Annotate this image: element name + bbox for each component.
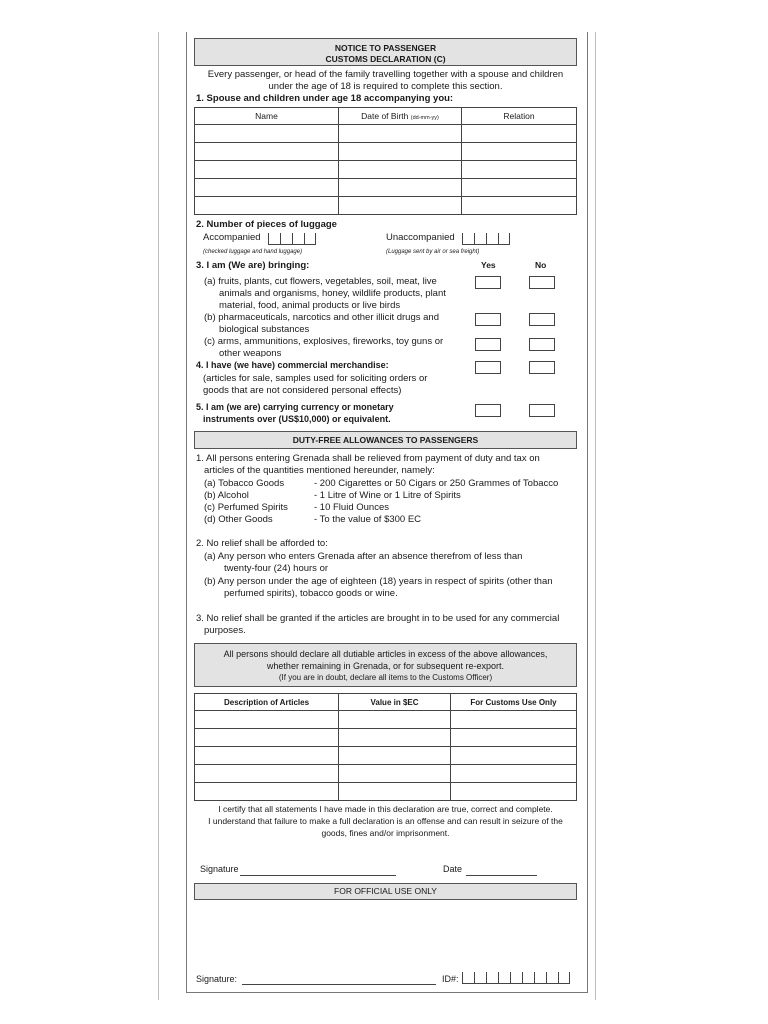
q3b-yes-checkbox[interactable]	[475, 313, 501, 326]
intro-line2: under the age of 18 is required to complete this section.	[268, 81, 503, 92]
value-cell[interactable]	[339, 783, 451, 801]
q3a-yes-checkbox[interactable]	[475, 276, 501, 289]
relation-cell[interactable]	[462, 143, 577, 161]
signature-line[interactable]	[240, 875, 396, 876]
relation-cell[interactable]	[462, 197, 577, 215]
q5-line1: 5. I am (we are) carrying currency or monetary	[196, 402, 394, 412]
q3b-no-checkbox[interactable]	[529, 313, 555, 326]
q3b-line1: (b) pharmaceuticals, narcotics and other illicit drugs and	[204, 312, 439, 323]
description-cell[interactable]	[195, 711, 339, 729]
table-row	[195, 143, 577, 161]
q2-title: 2. Number of pieces of luggage	[196, 219, 337, 230]
official-use-header: FOR OFFICIAL USE ONLY	[194, 883, 577, 900]
q4-line1: (articles for sale, samples used for soliciting orders or	[203, 373, 428, 384]
form-header-line1: NOTICE TO PASSENGER	[334, 43, 437, 53]
certify-line3: goods, fines and/or imprisonment.	[321, 828, 450, 838]
q4-yes-checkbox[interactable]	[475, 361, 501, 374]
q3a-line2: animals and organisms, honey, wildlife products, plant	[219, 288, 446, 299]
value-cell[interactable]	[339, 765, 451, 783]
table-row	[195, 179, 577, 197]
col-value-header: Value in $EC	[339, 694, 451, 711]
date-line[interactable]	[466, 875, 537, 876]
allowances-header: DUTY-FREE ALLOWANCES TO PASSENGERS	[194, 431, 577, 449]
col-dob-hint: (dd-mm-yy)	[410, 115, 439, 121]
official-signature-line[interactable]	[242, 984, 436, 985]
q4-no-checkbox[interactable]	[529, 361, 555, 374]
allowance-p2-a-line2: twenty-four (24) hours or	[224, 563, 329, 574]
dob-cell[interactable]	[339, 161, 462, 179]
declare-line2: whether remaining in Grenada, or for subsequent re-export.	[266, 661, 505, 671]
q3-title: 3. I am (We are) bringing:	[196, 260, 310, 271]
table-row	[195, 747, 577, 765]
description-cell[interactable]	[195, 783, 339, 801]
customs-cell	[451, 783, 577, 801]
declare-line3: (If you are in doubt, declare all items to the Customs Officer)	[278, 673, 493, 682]
col-relation-header: Relation	[462, 108, 577, 125]
q3c-line2: other weapons	[219, 348, 282, 357]
relation-cell[interactable]	[462, 179, 577, 197]
col-dob-label: Date of Birth	[361, 111, 409, 121]
table-row	[195, 711, 577, 729]
no-column-header: No	[535, 260, 547, 270]
name-cell[interactable]	[195, 143, 339, 161]
allowance-p3-line1: 3. No relief shall be granted if the articles are brought in to be used for any commercial	[196, 613, 560, 624]
signature-label: Signature	[200, 864, 239, 874]
col-customs-header: For Customs Use Only	[451, 694, 577, 711]
allowance-item-label: (b) Alcohol	[204, 490, 249, 501]
dob-cell[interactable]	[339, 179, 462, 197]
allowance-p1-line1	[196, 453, 540, 465]
table-row	[195, 161, 577, 179]
intro-line1: Every passenger, or head of the family travelling together with a spouse and children	[207, 69, 564, 80]
q3c-line1: (c) arms, ammunitions, explosives, fireworks, toy guns or	[204, 336, 444, 347]
q3a-line3: material, food, animal products or live birds	[219, 300, 401, 311]
allowance-item-value: - 200 Cigarettes or 50 Cigars or 250 Grammes of Tobacco	[314, 478, 559, 489]
col-dob-header	[339, 108, 462, 125]
q3c-no-checkbox[interactable]	[529, 338, 555, 351]
name-cell[interactable]	[195, 179, 339, 197]
q5-no-checkbox[interactable]	[529, 404, 555, 417]
articles-table	[194, 693, 577, 801]
q3c-yes-checkbox[interactable]	[475, 338, 501, 351]
name-cell[interactable]	[195, 125, 339, 143]
value-cell[interactable]	[339, 729, 451, 747]
allowance-item-label: (a) Tobacco Goods	[204, 478, 285, 489]
table-row	[195, 125, 577, 143]
accompanying-header-row	[195, 108, 577, 125]
dob-cell[interactable]	[339, 125, 462, 143]
description-cell[interactable]	[195, 765, 339, 783]
allowance-p2-a-line1: (a) Any person who enters Grenada after an absence therefrom of less than	[204, 551, 523, 562]
q4-line2: goods that are not considered personal effects)	[203, 385, 402, 396]
customs-cell	[451, 729, 577, 747]
allowance-item-label: (c) Perfumed Spirits	[204, 502, 288, 513]
q1-title: 1. Spouse and children under age 18 accompanying you:	[196, 93, 454, 104]
accompanied-label: Accompanied	[203, 232, 261, 243]
table-row	[195, 783, 577, 801]
q3c-line2-clip	[219, 348, 281, 357]
dob-cell[interactable]	[339, 143, 462, 161]
value-cell[interactable]	[339, 711, 451, 729]
allowance-item-value: - 10 Fluid Ounces	[314, 502, 389, 513]
customs-cell	[451, 765, 577, 783]
allowance-item-value: - 1 Litre of Wine or 1 Litre of Spirits	[314, 490, 461, 501]
table-row	[195, 729, 577, 747]
allowance-p1-line2: articles of the quantities mentioned hereunder, namely:	[204, 465, 435, 476]
accompanying-table	[194, 107, 577, 215]
q3a-no-checkbox[interactable]	[529, 276, 555, 289]
allowance-item-value: - To the value of $300 EC	[314, 514, 422, 525]
table-row	[195, 197, 577, 215]
accompanied-count-field[interactable]	[268, 233, 316, 245]
allowance-p1-line1-text: 1. All persons entering Grenada shall be relieved from payment of duty and tax on	[196, 453, 540, 464]
id-label: ID#:	[442, 974, 459, 984]
allowance-p3-line2: purposes.	[204, 625, 246, 636]
q3a-line1: (a) fruits, plants, cut flowers, vegetables, soil, meat, live	[204, 276, 437, 287]
official-signature-label: Signature:	[196, 974, 238, 984]
form-header-line2: CUSTOMS DECLARATION (C)	[325, 53, 446, 64]
articles-header-row	[195, 694, 577, 711]
col-description-header: Description of Articles	[195, 694, 339, 711]
relation-cell[interactable]	[462, 125, 577, 143]
declare-line1: All persons should declare all dutiable articles in excess of the above allowances,	[223, 649, 548, 659]
certify-line2: I understand that failure to make a full declaration is an offense and can result in seizure of the	[208, 816, 563, 826]
unaccompanied-label: Unaccompanied	[386, 232, 455, 243]
description-cell[interactable]	[195, 747, 339, 765]
declare-notice-box	[194, 643, 577, 687]
yes-column-header: Yes	[481, 260, 496, 270]
allowance-item-label: (d) Other Goods	[204, 514, 273, 525]
dob-cell[interactable]	[339, 197, 462, 215]
name-cell[interactable]	[195, 197, 339, 215]
id-number-field[interactable]	[462, 972, 570, 984]
accompanied-note: (checked luggage and hand luggage)	[203, 249, 303, 255]
allowance-p2-b-line1: (b) Any person under the age of eighteen (18) years in respect of spirits (other than	[204, 576, 553, 587]
q4-title: 4. I have (we have) commercial merchandise:	[196, 360, 389, 370]
q5-yes-checkbox[interactable]	[475, 404, 501, 417]
value-cell[interactable]	[339, 747, 451, 765]
date-label: Date	[443, 864, 463, 874]
q5-line2: instruments over (US$10,000) or equivalent.	[203, 414, 391, 424]
col-name-header: Name	[195, 108, 339, 125]
certify-line1: I certify that all statements I have made in this declaration are true, correct and complete.	[218, 804, 553, 814]
relation-cell[interactable]	[462, 161, 577, 179]
table-row	[195, 765, 577, 783]
q3b-line2: biological substances	[219, 324, 310, 335]
name-cell[interactable]	[195, 161, 339, 179]
customs-cell	[451, 747, 577, 765]
allowance-p2-b-line2: perfumed spirits), tobacco goods or wine.	[224, 588, 398, 599]
customs-cell	[451, 711, 577, 729]
form-header	[194, 38, 577, 66]
description-cell[interactable]	[195, 729, 339, 747]
unaccompanied-count-field[interactable]	[462, 233, 510, 245]
allowance-p2-title: 2. No relief shall be afforded to:	[196, 538, 328, 549]
unaccompanied-note: (Luggage sent by air or sea freight)	[386, 249, 480, 255]
